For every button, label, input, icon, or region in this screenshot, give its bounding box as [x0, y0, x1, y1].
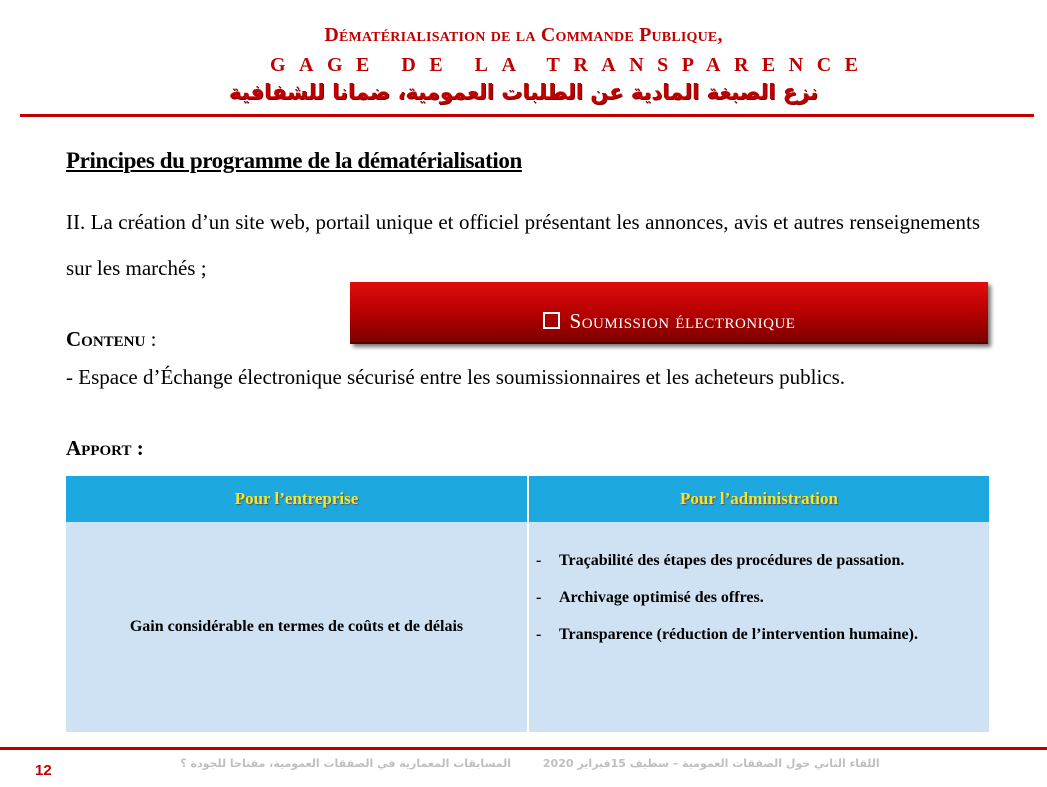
banner-text: Soumission électronique [569, 309, 796, 333]
list-item: - Traçabilité des étapes des procédures de passation. [536, 542, 979, 579]
section-title: Principes du programme de la dématérialisation [66, 148, 522, 173]
banner-label [350, 309, 988, 334]
contenu-label: Contenu [66, 327, 146, 351]
list-item: - Transparence (réduction de l’intervention humaine). [536, 616, 979, 653]
header-subtitle-fr: GAGE DE LA TRANSPARENCE [270, 54, 872, 76]
cell-entreprise-text: Gain considérable en termes de coûts et de délais [129, 618, 464, 635]
intro-paragraph: II. La création d’un site web, portail unique et officiel présentant les annonces, avis et autres renseignements sur les marchés ; [66, 210, 980, 280]
footer-text [150, 757, 910, 770]
header-title-fr: Dématérialisation de la Commande Publique, [324, 24, 723, 46]
footer-topic: المسابقات المعمارية في الصفقات العمومية، مفتاحا للجودة ؟ [180, 757, 512, 770]
table-column-divider [527, 476, 529, 732]
list-item-text: Archivage optimisé des offres. [559, 589, 764, 606]
table-cell-administration [536, 542, 979, 653]
apport-table [66, 476, 989, 732]
header-title-ar: نزع الصبغة المادية عن الطلبات العمومية، ضمانا للشفافية [228, 80, 819, 104]
table-header-entreprise: Pour l’entreprise [234, 489, 359, 508]
contenu-heading [66, 327, 156, 352]
page-number: 12 [35, 762, 52, 779]
list-item-text: Traçabilité des étapes des procédures de passation. [559, 552, 905, 569]
table-header-administration: Pour l’administration [680, 489, 838, 508]
footer-divider [0, 747, 1047, 750]
checkbox-icon [543, 312, 560, 329]
apport-heading: Apport : [66, 436, 144, 460]
contenu-colon: : [145, 327, 157, 351]
footer-event: اللقاء الثاني حول الصفقات العمومية – سطيف 15فبراير 2020 [542, 757, 880, 770]
list-item: - Archivage optimisé des offres. [536, 579, 979, 616]
table-cell-entreprise [66, 522, 527, 732]
banner-soumission [350, 282, 988, 344]
list-item-text: Transparence (réduction de l’intervention humaine). [559, 626, 918, 643]
header-divider [20, 114, 1034, 117]
contenu-description: - Espace d’Échange électronique sécurisé entre les soumissionnaires et les acheteurs publics. [66, 365, 846, 389]
